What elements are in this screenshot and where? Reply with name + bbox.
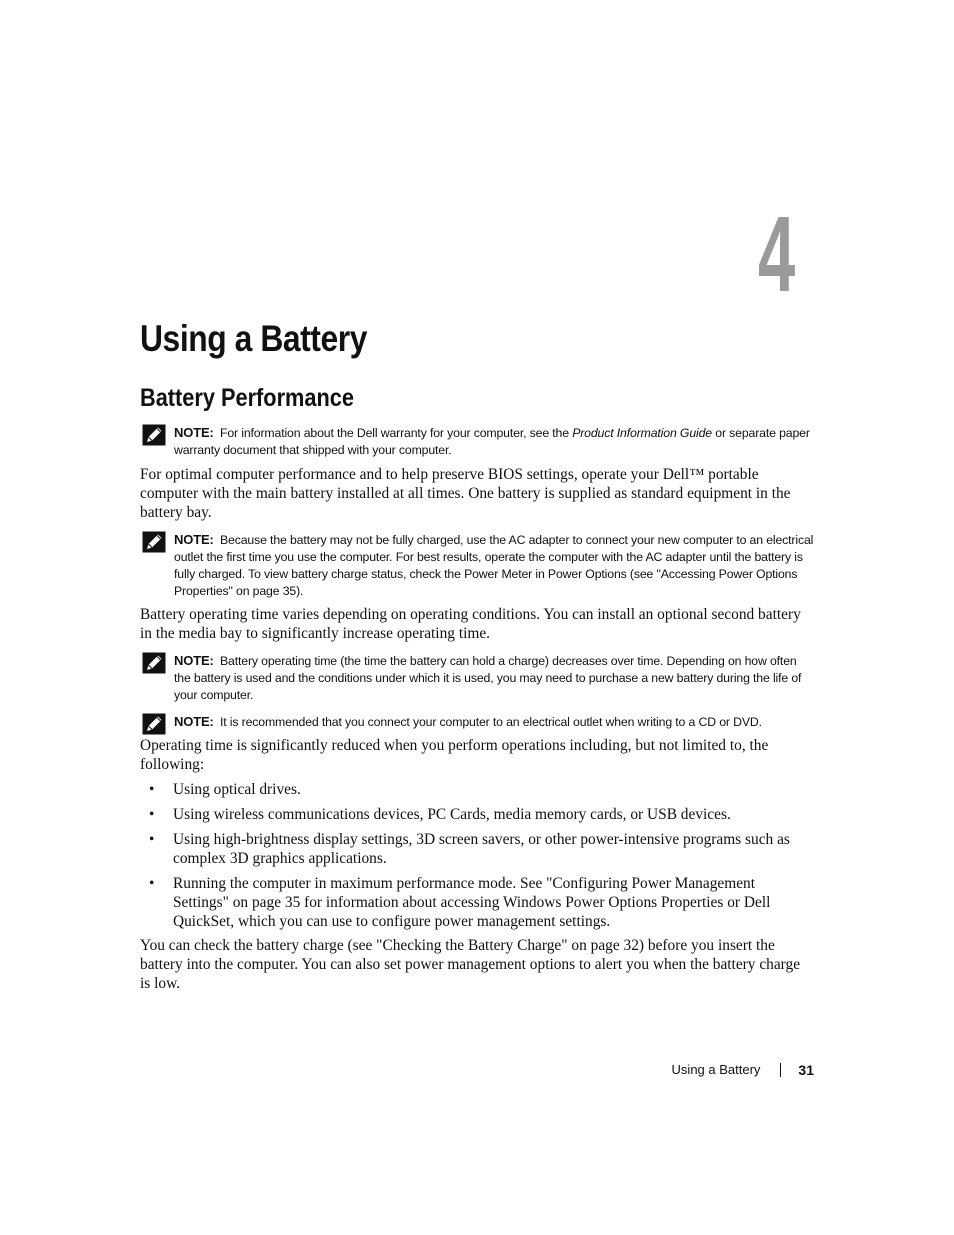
list-item-text: Running the computer in maximum performance mode. See "Configuring Power Management Settings" on page 35 for information about accessing Windows Power Options Properties or Dell QuickSet, which you can use to configure power management settings. — [173, 875, 771, 930]
note-label: NOTE: — [174, 425, 214, 440]
note-pencil-icon — [142, 424, 166, 446]
note-lifetime — [140, 652, 814, 704]
list-item-text: Using high-brightness display settings, 3D screen savers, or other power-intensive programs such as complex 3D graphics applications. — [173, 831, 790, 867]
bullet-mark: • — [149, 806, 155, 823]
note-text: For information about the Dell warranty for your computer, see the — [219, 426, 573, 440]
bullet-mark: • — [149, 831, 155, 848]
footer-divider — [780, 1063, 781, 1077]
paragraph: Battery operating time varies depending on operating conditions. You can install an optional second battery in the media bay to significantly increase operating time. — [140, 606, 801, 642]
paragraph: You can check the battery charge (see "Checking the Battery Charge" on page 32) before you insert the battery into the computer. You can also set power management options to alert you when the battery charge is low. — [140, 937, 801, 992]
note-label: NOTE: — [174, 532, 214, 547]
note-pencil-icon — [142, 713, 166, 735]
section-title: Battery Performance — [140, 384, 354, 412]
page-number: 31 — [798, 1062, 814, 1078]
paragraph: For optimal computer performance and to help preserve BIOS settings, operate your Dell™ portable computer with the main battery installed at all times. One battery is supplied as standard equipment in the battery bay. — [140, 466, 791, 521]
paragraph: Operating time is significantly reduced when you perform operations including, but not limited to, the following: — [140, 737, 769, 773]
list-item-text: Using optical drives. — [173, 781, 301, 798]
note-text: Battery operating time (the time the battery can hold a charge) decreases over time. Depending on how often the battery is used and the conditions under which it is used, you may need to purchase a new battery during the life of your computer. — [174, 654, 802, 702]
list-item — [140, 874, 814, 931]
note-pencil-icon — [142, 531, 166, 553]
note-text: It is recommended that you connect your computer to an electrical outlet when writing to a CD or DVD. — [219, 715, 762, 729]
note-warranty — [140, 424, 814, 459]
page-footer — [672, 1062, 814, 1078]
note-text: or separate paper warranty document that shipped with your computer. — [174, 426, 810, 457]
bullet-mark: • — [149, 781, 155, 798]
chapter-number: 4 — [758, 193, 796, 314]
list-item — [140, 805, 814, 824]
bullet-mark: • — [149, 875, 155, 892]
list-item — [140, 830, 814, 868]
note-pencil-icon — [142, 652, 166, 674]
note-label: NOTE: — [174, 653, 214, 668]
note-label: NOTE: — [174, 714, 214, 729]
note-emphasis: Product Information Guide — [572, 426, 712, 440]
list-item-text: Using wireless communications devices, PC Cards, media memory cards, or USB devices. — [173, 806, 731, 823]
note-text: Because the battery may not be fully charged, use the AC adapter to connect your new computer to an electrical outlet the first time you use the computer. For best results, operate the computer with the AC adapter until the battery is fully charged. To view battery charge status, check the Power Meter in Power Options (see "Accessing Power Options Properties" on page 35). — [174, 533, 814, 598]
note-charge — [140, 531, 814, 600]
running-title: Using a Battery — [671, 1062, 761, 1077]
note-cd-dvd — [140, 713, 814, 731]
chapter-title: Using a Battery — [140, 318, 367, 359]
list-item — [140, 780, 814, 799]
